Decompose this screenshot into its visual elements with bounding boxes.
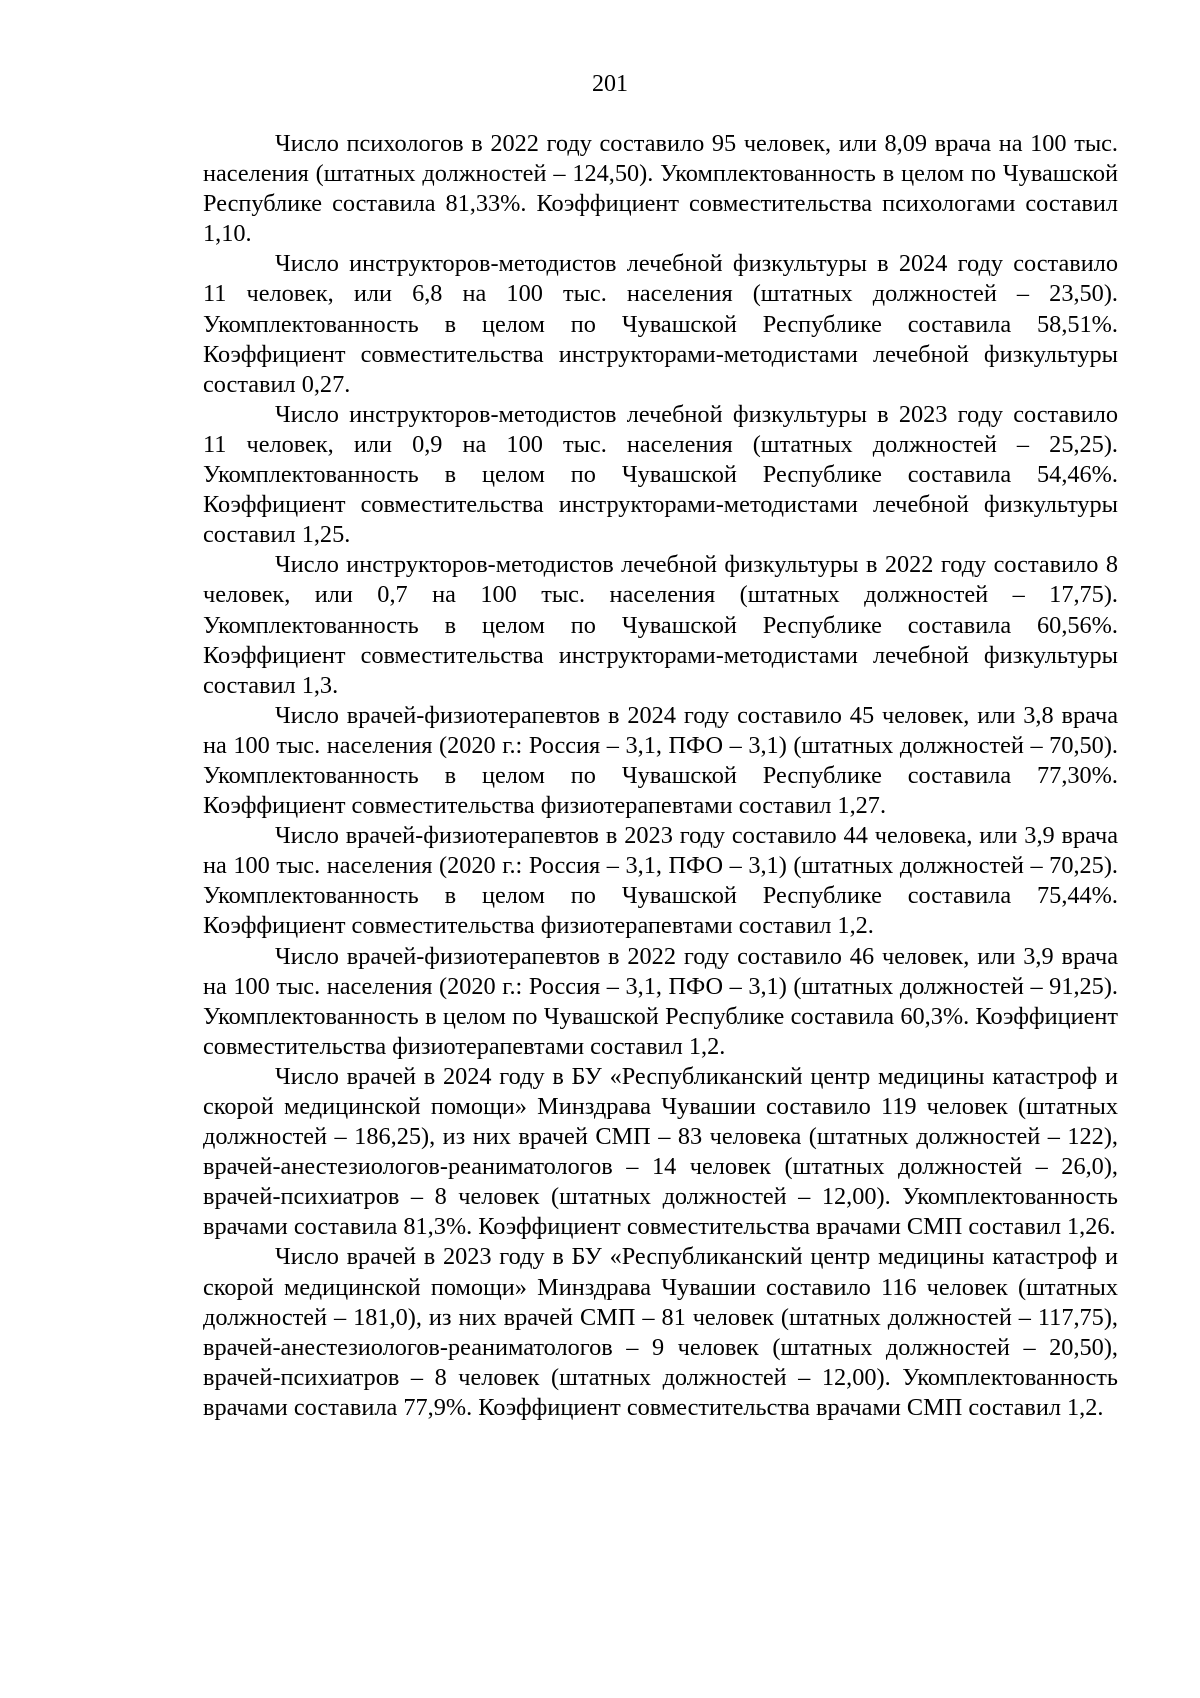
paragraph: Число врачей-физиотерапевтов в 2022 году составило 46 человек, или 3,9 врача на 100 тыс. населения (2020 г.: Россия – 3,1, ПФО – 3,1) (штатных должностей – 91,25). Укомплектованность в целом по Чувашской Республике составила 60,3%. Коэффициент совместительства физиотерапевтами составил 1,2. (203, 942, 1118, 1060)
paragraph: Число инструкторов-методистов лечебной физкультуры в 2024 году составило 11 человек, или 6,8 на 100 тыс. населения (штатных должностей – 23,50). Укомплектованность в целом по Чувашской Республике составила 58,51%. Коэффициент совместительства инструкторами-методистами лечебной физкультуры составил 0,27. (203, 250, 1118, 398)
document-body (203, 129, 1118, 1423)
paragraph: Число психологов в 2022 году составило 95 человек, или 8,09 врача на 100 тыс. населения (штатных должностей – 124,50). Укомплектованность в целом по Чувашской Республике составила 81,33%. Коэффициент совместительства психологами составил 1,10. (203, 130, 1118, 248)
paragraph: Число врачей в 2023 году в БУ «Республиканский центр медицины катастроф и скорой медицинской помощи» Минздрава Чувашии составило 116 человек (штатных должностей – 181,0), из них врачей СМП – 81 человек (штатных должностей – 117,75), врачей-анестезиологов-реаниматологов – 9 человек (штатных должностей – 20,50), врачей-психиатров – 8 человек (штатных должностей – 12,00). Укомплектованность врачами составила 77,9%. Коэффициент совместительства врачами СМП составил 1,2. (203, 1243, 1118, 1421)
page-number: 201 (592, 71, 628, 97)
paragraph: Число врачей-физиотерапевтов в 2024 году составило 45 человек, или 3,8 врача на 100 тыс. населения (2020 г.: Россия – 3,1, ПФО – 3,1) (штатных должностей – 70,50). Укомплектованность в целом по Чувашской Республике составила 77,30%. Коэффициент совместительства физиотерапевтами составил 1,27. (203, 701, 1118, 820)
paragraph: Число инструкторов-методистов лечебной физкультуры в 2023 году составило 11 человек, или 0,9 на 100 тыс. населения (штатных должностей – 25,25). Укомплектованность в целом по Чувашской Республике составила 54,46%. Коэффициент совместительства инструкторами-методистами лечебной физкультуры составил 1,25. (203, 400, 1118, 549)
paragraph: Число врачей в 2024 году в БУ «Республиканский центр медицины катастроф и скорой медицинской помощи» Минздрава Чувашии составило 119 человек (штатных должностей – 186,25), из них врачей СМП – 83 человека (штатных должностей – 122), врачей-анестезиологов-реаниматологов – 14 человек (штатных должностей – 26,0), врачей-психиатров – 8 человек (штатных должностей – 12,00). Укомплектованность врачами составила 81,3%. Коэффициент совместительства врачами СМП составил 1,26. (203, 1062, 1118, 1241)
paragraph: Число инструкторов-методистов лечебной физкультуры в 2022 году составило 8 человек, или 0,7 на 100 тыс. населения (штатных должностей – 17,75). Укомплектованность в целом по Чувашской Республике составила 60,56%. Коэффициент совместительства инструкторами-методистами лечебной физкультуры составил 1,3. (203, 551, 1118, 699)
paragraph: Число врачей-физиотерапевтов в 2023 году составило 44 человека, или 3,9 врача на 100 тыс. населения (2020 г.: Россия – 3,1, ПФО – 3,1) (штатных должностей – 70,25). Укомплектованность в целом по Чувашской Республике составила 75,44%. Коэффициент совместительства физиотерапевтами составил 1,2. (203, 822, 1118, 940)
